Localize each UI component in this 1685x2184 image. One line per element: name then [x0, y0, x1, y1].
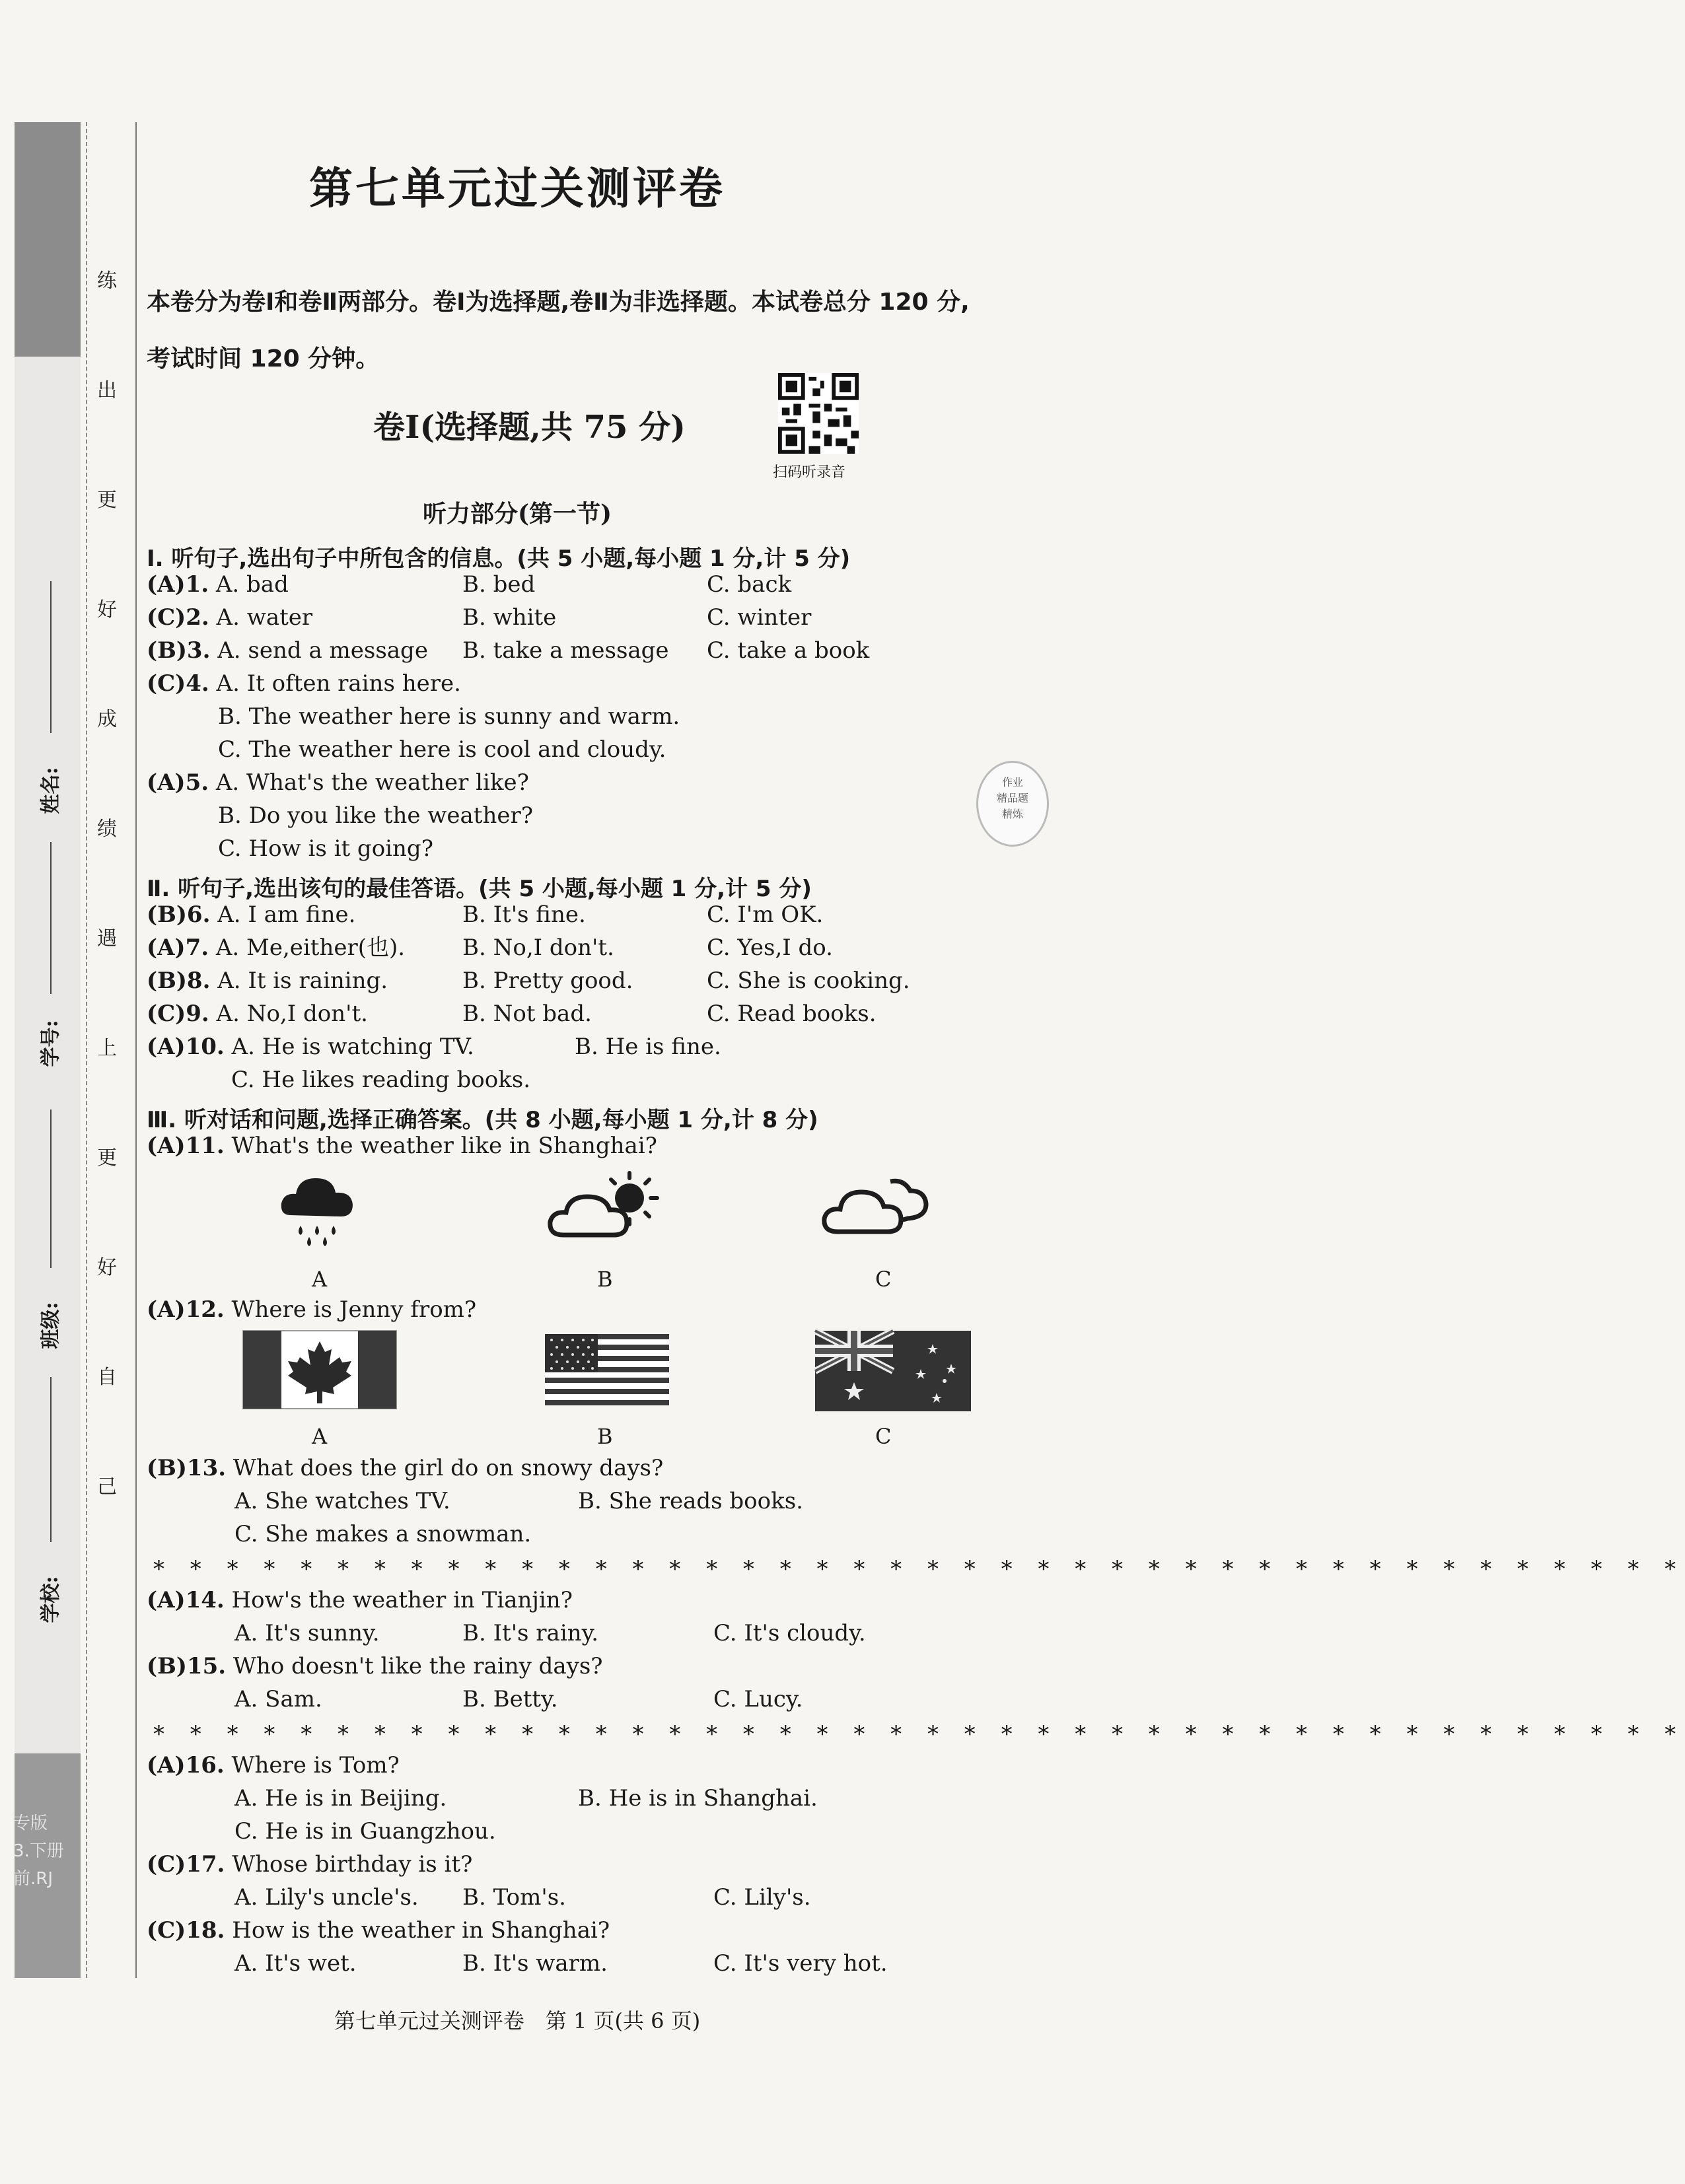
q12-label-b: B: [597, 1424, 613, 1449]
dashed-cut-line: [86, 122, 87, 1978]
question-18: (C)18. How is the weather in Shanghai?: [147, 1917, 610, 1944]
q13-option-a: A. She watches TV.: [234, 1488, 450, 1514]
question-14: (A)14. How's the weather in Tianjin?: [147, 1587, 573, 1613]
q7-option-b: B. No,I don't.: [462, 934, 614, 961]
q17-option-c: C. Lily's.: [713, 1884, 811, 1911]
q2-option-c: C. winter: [707, 604, 812, 631]
section2-header: Ⅱ. 听句子,选出该句的最佳答语。(共 5 小题,每小题 1 分,计 5 分): [147, 876, 812, 902]
q18-option-b: B. It's warm.: [462, 1950, 608, 1977]
australia-flag-icon: [815, 1331, 971, 1411]
q16-option-a: A. He is in Beijing.: [234, 1785, 447, 1812]
q14-option-a: A. It's sunny.: [234, 1620, 380, 1646]
qr-label: 扫码听录音: [773, 464, 846, 481]
question-2: (C)2. A. water: [147, 604, 313, 631]
q3-option-c: C. take a book: [707, 637, 870, 664]
cloudy-icon: [819, 1172, 935, 1242]
q16-option-b: B. He is in Shanghai.: [578, 1785, 818, 1812]
q6-option-c: C. I'm OK.: [707, 901, 824, 928]
q11-label-c: C: [875, 1267, 892, 1292]
q17-option-a: A. Lily's uncle's.: [234, 1884, 419, 1911]
qr-code-icon[interactable]: [778, 373, 859, 454]
q12-label-c: C: [875, 1424, 892, 1449]
question-1: (A)1. A. bad: [147, 571, 289, 598]
question-8: (B)8. A. It is raining.: [147, 968, 388, 994]
q13-option-c: C. She makes a snowman.: [234, 1521, 532, 1547]
school-field[interactable]: [50, 1377, 52, 1542]
q11-label-b: B: [597, 1267, 613, 1292]
separator-stars: * * * * * * * * * * * * * * * * * * * * * * * * * * * * * * * * * * * * * * * * * *: [153, 1556, 1685, 1582]
q4-option-b: B. The weather here is sunny and warm.: [218, 703, 680, 730]
question-7: (A)7. A. Me,either(也).: [147, 934, 406, 961]
student-id-label: 学号:: [39, 1020, 63, 1067]
q5-option-c: C. How is it going?: [218, 835, 433, 862]
canada-flag-icon: [243, 1331, 396, 1409]
question-17: (C)17. Whose birthday is it?: [147, 1851, 473, 1878]
q7-option-c: C. Yes,I do.: [707, 934, 833, 961]
page-footer: 第七单元过关测评卷 第 1 页(共 6 页): [334, 2008, 701, 2033]
q15-option-c: C. Lucy.: [713, 1686, 803, 1712]
side-stamp: 作业 精品题 精炼: [976, 761, 1049, 847]
section3-header: Ⅲ. 听对话和问题,选择正确答案。(共 8 小题,每小题 1 分,计 8 分): [147, 1107, 818, 1133]
margin-motto: 练 出 更 好 成 绩 遇 上 更 好 自 己: [97, 269, 117, 1498]
name-field[interactable]: [50, 581, 52, 733]
listening-part-title: 听力部分(第一节): [422, 500, 612, 528]
question-3: (B)3. A. send a message: [147, 637, 428, 664]
q8-option-b: B. Pretty good.: [462, 968, 633, 994]
book-edition-text: 专版 3.下册 前.RJ: [13, 1814, 64, 1889]
partly-cloudy-sun-icon: [545, 1169, 670, 1248]
q8-option-c: C. She is cooking.: [707, 968, 910, 994]
usa-flag-icon: [545, 1334, 669, 1405]
q2-option-b: B. white: [462, 604, 557, 631]
q1-option-c: C. back: [707, 571, 792, 598]
q10-option-b: B. He is fine.: [575, 1034, 721, 1060]
q11-label-a: A: [312, 1267, 328, 1292]
q17-option-b: B. Tom's.: [462, 1884, 566, 1911]
q9-option-b: B. Not bad.: [462, 1001, 592, 1027]
class-label: 班级:: [39, 1302, 63, 1349]
q14-option-c: C. It's cloudy.: [713, 1620, 866, 1646]
intro-text: 本卷分为卷Ⅰ和卷Ⅱ两部分。卷Ⅰ为选择题,卷Ⅱ为非选择题。本试卷总分 120 分,考试时间 120 分钟。: [147, 289, 970, 372]
question-12: (A)12. Where is Jenny from?: [147, 1296, 477, 1323]
section1-header: Ⅰ. 听句子,选出句子中所包含的信息。(共 5 小题,每小题 1 分,计 5 分): [147, 546, 851, 572]
q9-option-c: C. Read books.: [707, 1001, 877, 1027]
q4-option-c: C. The weather here is cool and cloudy.: [218, 736, 666, 763]
question-10: (A)10. A. He is watching TV.: [147, 1034, 474, 1060]
margin-border-line: [135, 122, 137, 1978]
q5-option-b: B. Do you like the weather?: [218, 802, 533, 829]
q6-option-b: B. It's fine.: [462, 901, 586, 928]
question-13: (B)13. What does the girl do on snowy days?: [147, 1455, 664, 1481]
student-id-field[interactable]: [50, 842, 52, 994]
question-11: (A)11. What's the weather like in Shanghai?: [147, 1133, 657, 1159]
separator-stars-2: * * * * * * * * * * * * * * * * * * * * * * * * * * * * * * * * * * * * * * * * * *: [153, 1721, 1685, 1747]
q13-option-b: B. She reads books.: [578, 1488, 803, 1514]
q12-label-a: A: [312, 1424, 328, 1449]
q15-option-a: A. Sam.: [234, 1686, 322, 1712]
q16-option-c: C. He is in Guangzhou.: [234, 1818, 496, 1845]
page-title: 第七单元过关测评卷: [309, 162, 725, 214]
q14-option-b: B. It's rainy.: [462, 1620, 599, 1646]
q18-option-c: C. It's very hot.: [713, 1950, 888, 1977]
class-field[interactable]: [50, 1110, 52, 1268]
q10-option-c: C. He likes reading books.: [231, 1067, 531, 1093]
school-label: 学校:: [39, 1576, 63, 1623]
name-label: 姓名:: [39, 767, 63, 814]
q3-option-b: B. take a message: [462, 637, 669, 664]
question-6: (B)6. A. I am fine.: [147, 901, 356, 928]
q1-option-b: B. bed: [462, 571, 536, 598]
rain-cloud-icon: [277, 1169, 357, 1251]
question-5: (A)5. A. What's the weather like?: [147, 769, 529, 796]
q18-option-a: A. It's wet.: [234, 1950, 357, 1977]
question-4: (C)4. A. It often rains here.: [147, 670, 461, 697]
section-title: 卷Ⅰ(选择题,共 75 分): [373, 409, 686, 446]
question-16: (A)16. Where is Tom?: [147, 1752, 400, 1779]
question-9: (C)9. A. No,I don't.: [147, 1001, 368, 1027]
question-15: (B)15. Who doesn't like the rainy days?: [147, 1653, 603, 1679]
q15-option-b: B. Betty.: [462, 1686, 558, 1712]
